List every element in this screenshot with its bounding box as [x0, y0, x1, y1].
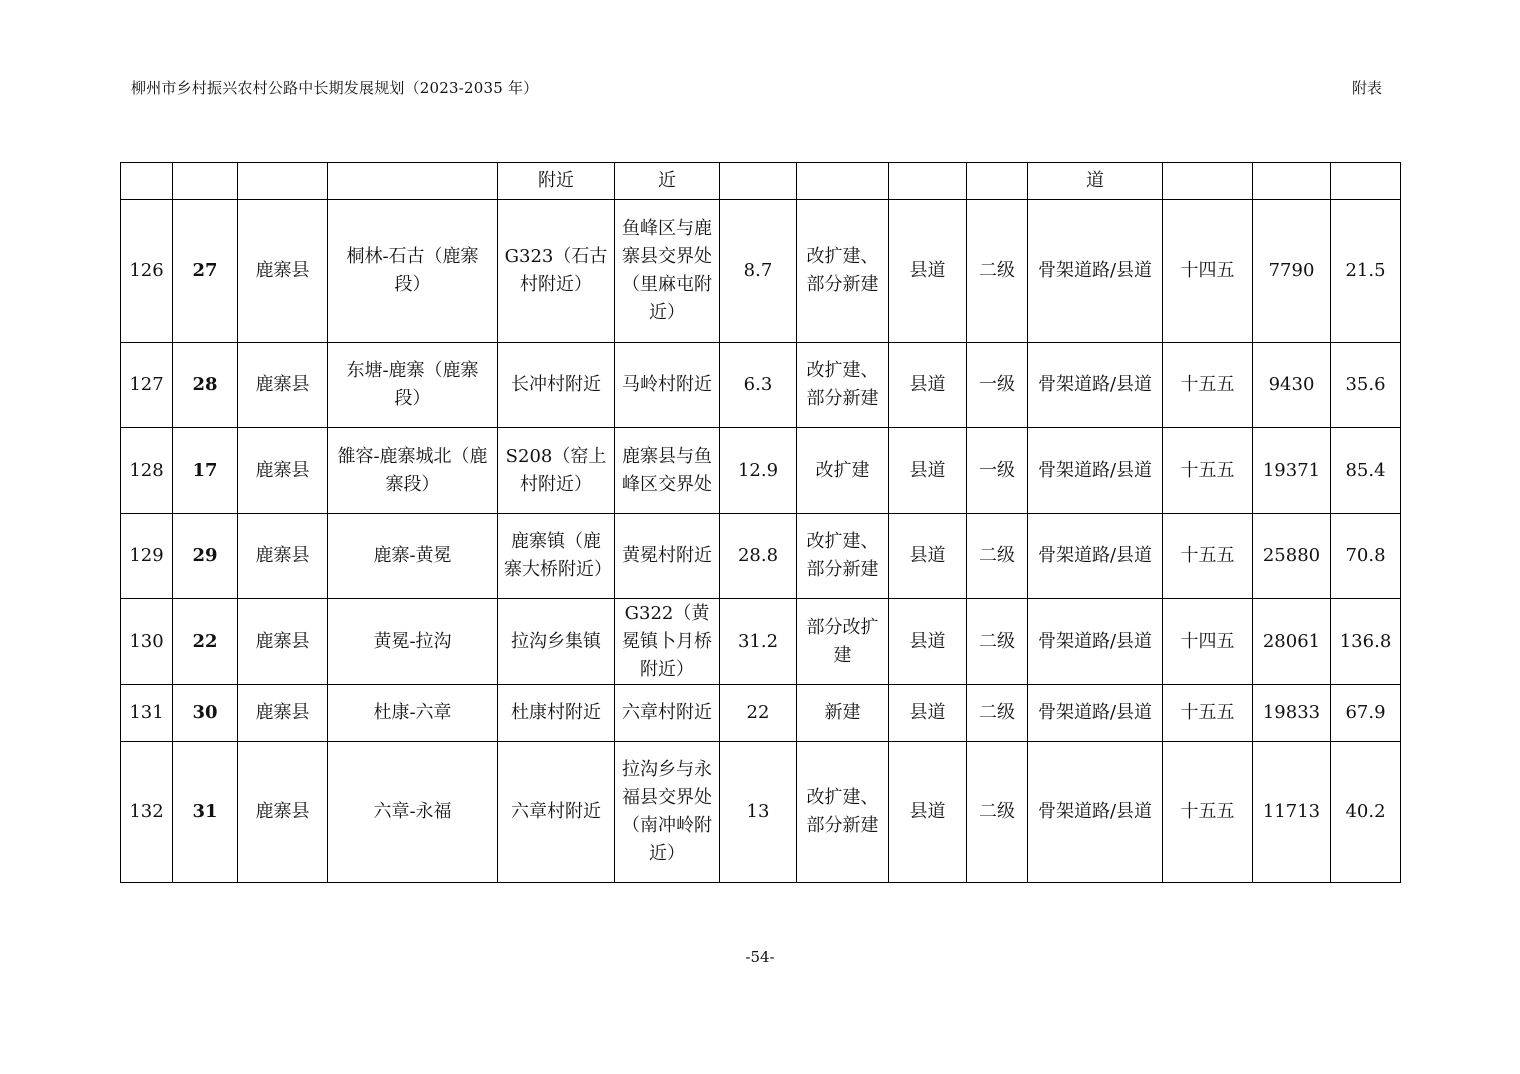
table-cell: 鹿寨-黄冕	[328, 514, 498, 599]
table-cell: 31	[173, 742, 238, 883]
table-cell: 骨架道路/县道	[1028, 742, 1163, 883]
table-cell: 一级	[967, 428, 1028, 514]
table-cell: 鹿寨县	[238, 200, 328, 343]
table-cell: 雒容-鹿寨城北（鹿寨段）	[328, 428, 498, 514]
table-cell: 拉沟乡与永福县交界处（南冲岭附近）	[615, 742, 720, 883]
table-cell: 县道	[889, 428, 967, 514]
table-cell: 25880	[1253, 514, 1331, 599]
table-cell: 40.2	[1331, 742, 1401, 883]
table-cell: 鹿寨县与鱼峰区交界处	[615, 428, 720, 514]
table-cell: 骨架道路/县道	[1028, 428, 1163, 514]
table-cell: 22	[720, 685, 797, 742]
table-cell	[1253, 163, 1331, 200]
table-cell: S208（窑上村附近）	[498, 428, 615, 514]
table-cell	[720, 163, 797, 200]
table-cell: 31.2	[720, 599, 797, 685]
table-cell: 21.5	[1331, 200, 1401, 343]
table-cell: 127	[121, 343, 173, 428]
table-row	[121, 742, 1401, 883]
table-cell: 67.9	[1331, 685, 1401, 742]
table-cell: 9430	[1253, 343, 1331, 428]
table-cell	[1331, 163, 1401, 200]
table-cell	[797, 163, 889, 200]
table-cell: 东塘-鹿寨（鹿寨段）	[328, 343, 498, 428]
table-cell: 128	[121, 428, 173, 514]
table-cell: 鹿寨县	[238, 685, 328, 742]
table-cell: 骨架道路/县道	[1028, 200, 1163, 343]
table-cell: 131	[121, 685, 173, 742]
table-cell: 道	[1028, 163, 1163, 200]
document-title: 柳州市乡村振兴农村公路中长期发展规划（2023-2035 年）	[131, 79, 539, 97]
table-cell: 85.4	[1331, 428, 1401, 514]
table-cell: 12.9	[720, 428, 797, 514]
table-row	[121, 428, 1401, 514]
table-cell: 二级	[967, 685, 1028, 742]
table-cell: 马岭村附近	[615, 343, 720, 428]
table-cell: 改扩建、部分新建	[797, 742, 889, 883]
table-cell: 长冲村附近	[498, 343, 615, 428]
table-cell: 8.7	[720, 200, 797, 343]
table-cell: 鹿寨镇（鹿寨大桥附近）	[498, 514, 615, 599]
table-cell: 十五五	[1163, 514, 1253, 599]
table-cell: 六章村附近	[498, 742, 615, 883]
table-row-continuation	[121, 163, 1401, 200]
table-cell: 二级	[967, 599, 1028, 685]
table-cell: 27	[173, 200, 238, 343]
table-cell: 改扩建、部分新建	[797, 514, 889, 599]
table-cell: 杜康村附近	[498, 685, 615, 742]
table-cell: 县道	[889, 685, 967, 742]
table-cell: 一级	[967, 343, 1028, 428]
table-cell: 22	[173, 599, 238, 685]
table-cell: 县道	[889, 343, 967, 428]
table-cell: 鱼峰区与鹿寨县交界处（里麻屯附近）	[615, 200, 720, 343]
table-cell: 28061	[1253, 599, 1331, 685]
table-cell: 二级	[967, 742, 1028, 883]
table-cell: 附近	[498, 163, 615, 200]
table-cell: 鹿寨县	[238, 514, 328, 599]
table-cell: 骨架道路/县道	[1028, 685, 1163, 742]
table-cell: 改扩建、部分新建	[797, 343, 889, 428]
table-cell: 28.8	[720, 514, 797, 599]
table-cell	[328, 163, 498, 200]
table-cell: 黄冕-拉沟	[328, 599, 498, 685]
table-cell: 136.8	[1331, 599, 1401, 685]
table-cell: 126	[121, 200, 173, 343]
table-cell: 改扩建、部分新建	[797, 200, 889, 343]
table-row	[121, 599, 1401, 685]
table-cell: 拉沟乡集镇	[498, 599, 615, 685]
table-cell: 黄冕村附近	[615, 514, 720, 599]
table-cell: 十五五	[1163, 428, 1253, 514]
table-cell: 县道	[889, 514, 967, 599]
table-cell: 桐林-石古（鹿寨段）	[328, 200, 498, 343]
table-cell: 19833	[1253, 685, 1331, 742]
table-cell: 骨架道路/县道	[1028, 514, 1163, 599]
table-cell: 鹿寨县	[238, 599, 328, 685]
table-cell: G323（石古村附近）	[498, 200, 615, 343]
table-cell: 十四五	[1163, 599, 1253, 685]
table-cell: 骨架道路/县道	[1028, 599, 1163, 685]
table-cell: 新建	[797, 685, 889, 742]
section-label: 附表	[1351, 79, 1382, 97]
table-cell: 六章村附近	[615, 685, 720, 742]
table-cell: 30	[173, 685, 238, 742]
table-cell	[121, 163, 173, 200]
table-cell: 70.8	[1331, 514, 1401, 599]
table-cell: 二级	[967, 200, 1028, 343]
table-cell: G322（黄冕镇卜月桥附近）	[615, 599, 720, 685]
table-row	[121, 514, 1401, 599]
table-cell: 29	[173, 514, 238, 599]
table-row	[121, 200, 1401, 343]
table-cell: 杜康-六章	[328, 685, 498, 742]
table-cell: 六章-永福	[328, 742, 498, 883]
table-cell	[173, 163, 238, 200]
page-number: -54-	[745, 948, 775, 966]
table-cell: 部分改扩建	[797, 599, 889, 685]
table-cell: 鹿寨县	[238, 428, 328, 514]
table-cell	[1163, 163, 1253, 200]
table-cell	[889, 163, 967, 200]
table-cell: 11713	[1253, 742, 1331, 883]
table-cell: 县道	[889, 599, 967, 685]
table-cell: 十五五	[1163, 343, 1253, 428]
table-cell: 鹿寨县	[238, 742, 328, 883]
table-cell: 19371	[1253, 428, 1331, 514]
table-cell: 二级	[967, 514, 1028, 599]
table-cell	[238, 163, 328, 200]
table-cell: 17	[173, 428, 238, 514]
table-cell: 十五五	[1163, 742, 1253, 883]
table-cell: 骨架道路/县道	[1028, 343, 1163, 428]
road-plan-table	[120, 162, 1401, 883]
table-cell: 28	[173, 343, 238, 428]
table-cell: 13	[720, 742, 797, 883]
table-cell	[967, 163, 1028, 200]
table-cell: 6.3	[720, 343, 797, 428]
table-cell: 130	[121, 599, 173, 685]
table-cell: 35.6	[1331, 343, 1401, 428]
table-cell: 十四五	[1163, 200, 1253, 343]
table-cell: 十五五	[1163, 685, 1253, 742]
table-cell: 改扩建	[797, 428, 889, 514]
table-cell: 132	[121, 742, 173, 883]
table-cell: 鹿寨县	[238, 343, 328, 428]
table-cell: 县道	[889, 200, 967, 343]
table-cell: 近	[615, 163, 720, 200]
table-cell: 县道	[889, 742, 967, 883]
table-row	[121, 685, 1401, 742]
table-cell: 7790	[1253, 200, 1331, 343]
table-row	[121, 343, 1401, 428]
table-cell: 129	[121, 514, 173, 599]
